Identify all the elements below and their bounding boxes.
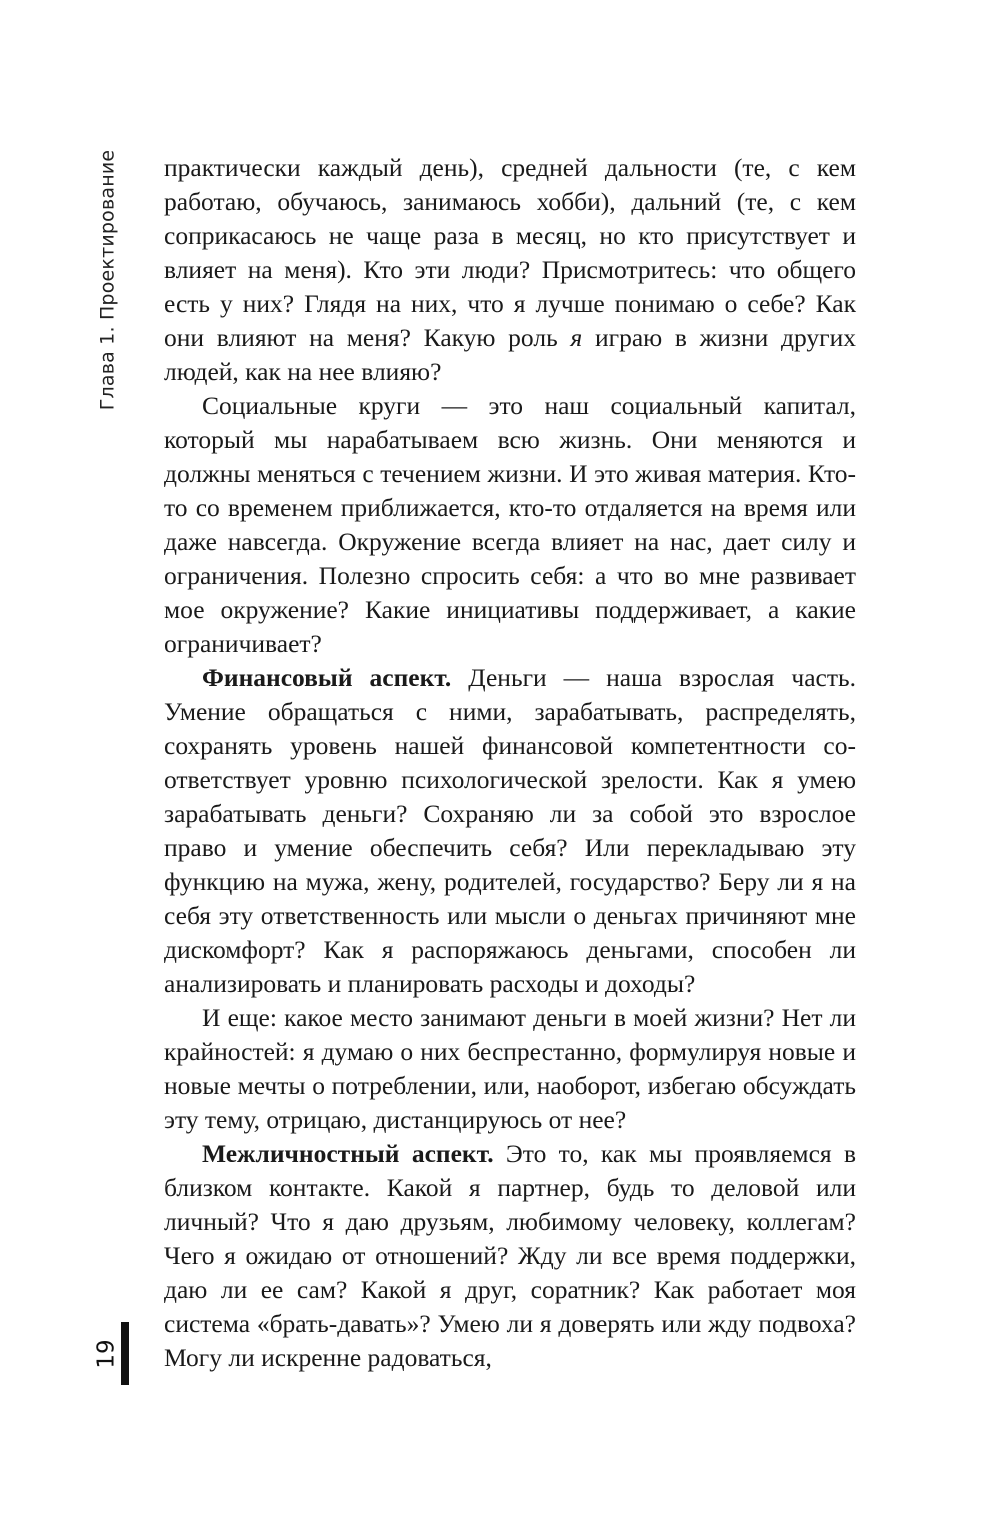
italic-word: я <box>570 323 583 352</box>
paragraph-money-place <box>164 1001 856 1137</box>
paragraph-text: Это то, как мы проявляемся в близком контакте. Какой я партнер, будь то деловой или личный? Что я даю друзьям, любимому человеку, коллегам? Чего я ожидаю от отношений? Жду ли все время поддержки, даю ли ее сам? Какой я друг, соратник? Как работает моя система «брать-давать»? Умею ли я доверять или жду подвоха? Могу ли искренне радоваться, <box>164 1139 856 1372</box>
running-head-text: Глава 1. Проектирование <box>96 149 118 411</box>
paragraph-text: Социальные круги — это наш социальный капитал, который мы нарабатываем всю жизнь. Они меняются и должны меняться с течением жизни. И это живая материя. Кто-то со временем приближается, кто-то отдаляется на время или даже навсегда. Окружение всегда влияет на нас, дает силу и ограничения. Полезно спросить себя: а что во мне развивает мое окружение? Какие инициативы поддерживает, а какие ограничивает? <box>164 391 856 658</box>
paragraph-social-circles-continued <box>164 151 856 389</box>
paragraph-text: И еще: какое место занимают деньги в моей жизни? Нет ли крайностей: я думаю о них беспрестанно, формулируя новые и новые мечты о потреблении, или, наоборот, избегаю обсуждать эту тему, отрицаю, дистанцируюсь от нее? <box>164 1003 856 1134</box>
page-number-text: 19 <box>94 1339 120 1369</box>
paragraph-interpersonal-aspect <box>164 1137 856 1375</box>
section-heading-interpersonal: Межличностный аспект. <box>202 1139 494 1168</box>
paragraph-financial-aspect <box>164 661 856 1001</box>
paragraph-social-capital <box>164 389 856 661</box>
paragraph-text: практически каждый день), средней дальности (те, с кем работаю, обучаюсь, занимаюсь хобби), дальний (те, с кем соприкасаюсь не чаще раза в месяц, но кто присутствует и влияет на меня). Кто эти люди? Присмотритесь: что общего есть у них? Глядя на них, что я лучше понимаю о себе? Как они влияют на меня? Какую роль <box>164 153 856 352</box>
running-head <box>82 149 132 411</box>
page-number-bar <box>121 1322 129 1385</box>
paragraph-text: играю в жизни других людей, как на нее влияю? <box>164 323 857 386</box>
body-text <box>164 151 856 1375</box>
section-heading-financial: Финансовый аспект. <box>202 663 452 692</box>
paragraph-text: Деньги — наша взрослая часть. Умение обращаться с ними, зарабатывать, распределять, сохранять уровень нашей финансовой компетентности соответствует уровню психологической зрелости. Как я умею зарабатывать деньги? Сохраняю ли за собой это взрослое право и умение обеспечить себя? Или перекладываю эту функцию на мужа, жену, родителей, государство? Беру ли я на себя эту ответственность или мысли о деньгах причиняют мне дискомфорт? Как я распоряжаюсь деньгами, способен ли анализировать и планировать расходы и доходы? <box>164 663 856 998</box>
